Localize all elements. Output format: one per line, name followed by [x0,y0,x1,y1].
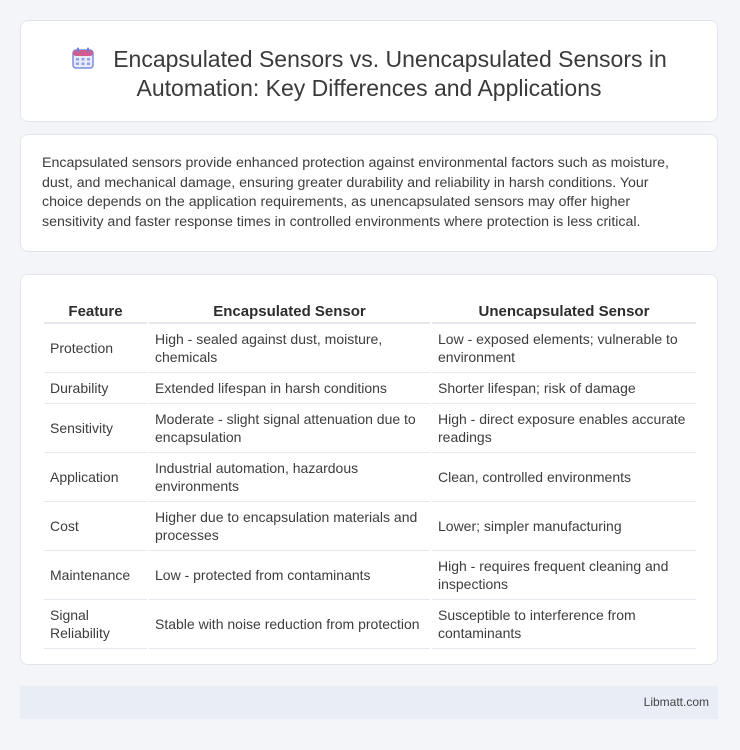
encapsulated-cell: Moderate - slight signal attenuation due to encapsulation [149,404,430,453]
table-row [44,502,696,551]
calendar-icon [71,46,95,70]
header-feature: Feature [44,295,147,324]
unencapsulated-cell: Low - exposed elements; vulnerable to environment [432,324,696,373]
feature-cell: Application [44,453,147,502]
table-row [44,453,696,502]
table-header-row [44,295,696,324]
table-row [44,324,696,373]
feature-cell: Maintenance [44,551,147,600]
page-title-text: Encapsulated Sensors vs. Unencapsulated Sensors in Automation: Key Differences and Applications [113,46,667,101]
unencapsulated-cell: High - direct exposure enables accurate readings [432,404,696,453]
header-encapsulated: Encapsulated Sensor [149,295,430,324]
comparison-table [42,295,698,649]
unencapsulated-cell: Clean, controlled environments [432,453,696,502]
summary-card [20,134,718,252]
footer-bar [20,686,718,719]
title-card [20,20,718,122]
unencapsulated-cell: Lower; simpler manufacturing [432,502,696,551]
summary-text: Encapsulated sensors provide enhanced protection against environmental factors such as moisture, dust, and mechanical damage, ensuring greater durability and reliability in harsh conditions. Your choice depends on the application requirements, as unencapsulated sensors may offer higher sensitivity and faster response times in controlled environments where protection is less critical. [42,155,669,230]
feature-cell: Protection [44,324,147,373]
unencapsulated-cell: Shorter lifespan; risk of damage [432,373,696,404]
feature-cell: Signal Reliability [44,600,147,649]
encapsulated-cell: Stable with noise reduction from protection [149,600,430,649]
feature-cell: Sensitivity [44,404,147,453]
table-row [44,404,696,453]
encapsulated-cell: High - sealed against dust, moisture, chemicals [149,324,430,373]
encapsulated-cell: Low - protected from contaminants [149,551,430,600]
encapsulated-cell: Higher due to encapsulation materials and processes [149,502,430,551]
feature-cell: Durability [44,373,147,404]
encapsulated-cell: Extended lifespan in harsh conditions [149,373,430,404]
table-row [44,600,696,649]
encapsulated-cell: Industrial automation, hazardous environments [149,453,430,502]
comparison-card [20,274,718,665]
table-row [44,551,696,600]
page-title [21,45,717,103]
footer-brand-link[interactable]: Libmatt.com [643,695,709,709]
header-unencapsulated: Unencapsulated Sensor [432,295,696,324]
feature-cell: Cost [44,502,147,551]
table-row [44,373,696,404]
unencapsulated-cell: Susceptible to interference from contaminants [432,600,696,649]
unencapsulated-cell: High - requires frequent cleaning and inspections [432,551,696,600]
